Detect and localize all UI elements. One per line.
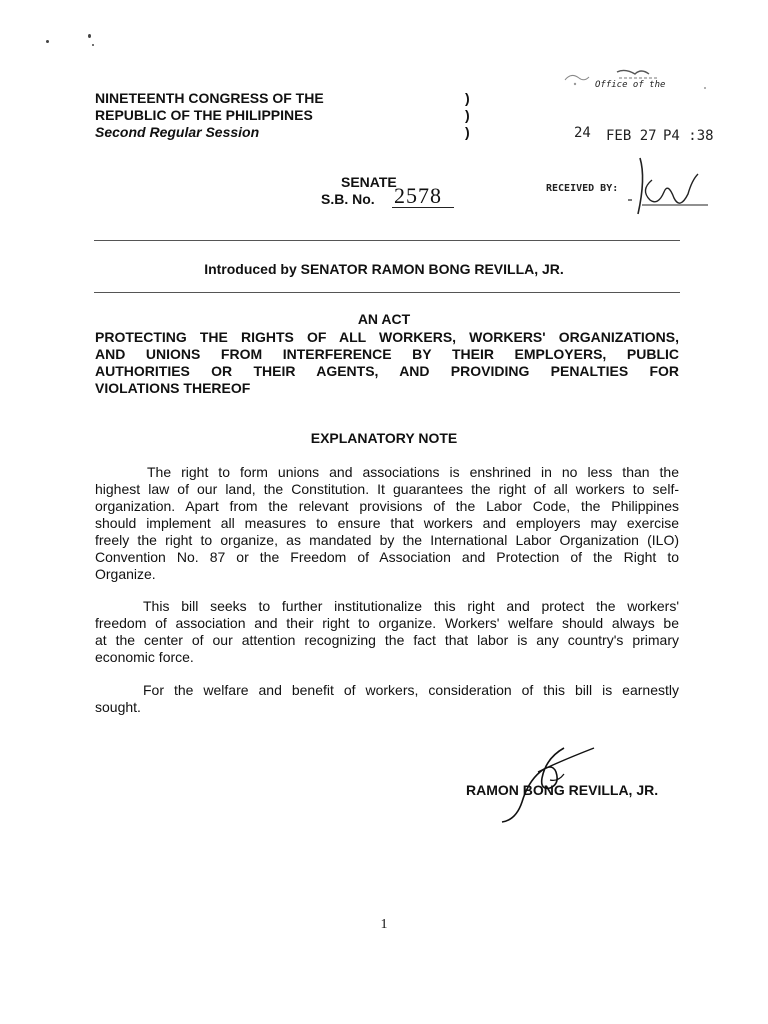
paragraph-line: Convention No. 87 or the Freedom of Association and Protection of the Right to <box>95 549 679 565</box>
paragraph-line: freedom of association and their right to organize. Workers' welfare should always be <box>95 615 679 631</box>
paragraph-3 <box>95 682 679 716</box>
act-title-line: PROTECTING THE RIGHTS OF ALL WORKERS, WORKERS' ORGANIZATIONS, <box>95 329 679 345</box>
paragraph-line: sought. <box>95 699 141 715</box>
paren-3: ) <box>465 124 470 140</box>
paren-2: ) <box>465 107 470 123</box>
paragraph-line: economic force. <box>95 649 194 665</box>
paragraph-line: freely the right to organize, as mandated by the International Labor Organization (ILO) <box>95 532 679 548</box>
page-number: 1 <box>380 917 388 932</box>
paragraph-1 <box>95 464 679 583</box>
paragraph-line: should implement all measures to ensure that workers and employers may exercise <box>95 515 679 531</box>
paragraph-line: The right to form unions and associations is enshrined in no less than the <box>147 464 679 480</box>
act-title-line: AND UNIONS FROM INTERFERENCE BY THEIR EMPLOYERS, PUBLIC <box>95 346 679 362</box>
signatory-name: RAMON BONG REVILLA, JR. <box>466 782 659 798</box>
act-title <box>95 329 679 397</box>
paragraph-line: highest law of our land, the Constitution. It guarantees the right of all workers to self- <box>95 481 679 497</box>
congress-line-2: REPUBLIC OF THE PHILIPPINES <box>95 107 313 123</box>
bill-number-field <box>392 183 454 208</box>
received-by-signature <box>612 150 712 222</box>
introduced-by: Introduced by SENATOR RAMON BONG REVILLA, JR. <box>204 261 564 277</box>
paragraph-2 <box>95 598 679 666</box>
chamber-label: SENATE <box>341 174 397 190</box>
explanatory-note-heading: EXPLANATORY NOTE <box>310 430 458 446</box>
divider-top <box>94 240 680 241</box>
scan-speck <box>46 40 49 43</box>
received-signature-graphic <box>612 150 712 222</box>
stamp-received-by: RECEIVED BY: <box>546 183 619 194</box>
bill-number-label: S.B. No. <box>321 191 375 207</box>
act-heading: AN ACT <box>357 311 411 327</box>
divider-bottom <box>94 292 680 293</box>
stamp-time: P4 :38 <box>663 128 714 144</box>
paragraph-line: This bill seeks to further institutionalize this right and protect the workers' <box>143 598 679 614</box>
stamp-date-day: 24 <box>574 125 591 141</box>
stamp-date-month-year: FEB 27 <box>606 128 657 144</box>
act-title-line: VIOLATIONS THEREOF <box>95 380 251 396</box>
act-title-line: AUTHORITIES OR THEIR AGENTS, AND PROVIDING PENALTIES FOR <box>95 363 679 379</box>
session-label: Second Regular Session <box>95 124 260 140</box>
congress-line-1: NINETEENTH CONGRESS OF THE <box>95 90 324 106</box>
stamp-office-text: Office of the <box>595 80 666 90</box>
paragraph-line: organization. Apart from the relevant provisions of the Labor Code, the Philippines <box>95 498 679 514</box>
paragraph-line: For the welfare and benefit of workers, consideration of this bill is earnestly <box>143 682 679 698</box>
scan-speck <box>92 44 94 46</box>
paren-1: ) <box>465 90 470 106</box>
paragraph-line: Organize. <box>95 566 156 582</box>
paragraph-line: at the center of our attention recognizing the fact that labor is any country's primary <box>95 632 679 648</box>
scan-speck <box>88 34 91 38</box>
bill-number: 2578 <box>394 183 442 208</box>
